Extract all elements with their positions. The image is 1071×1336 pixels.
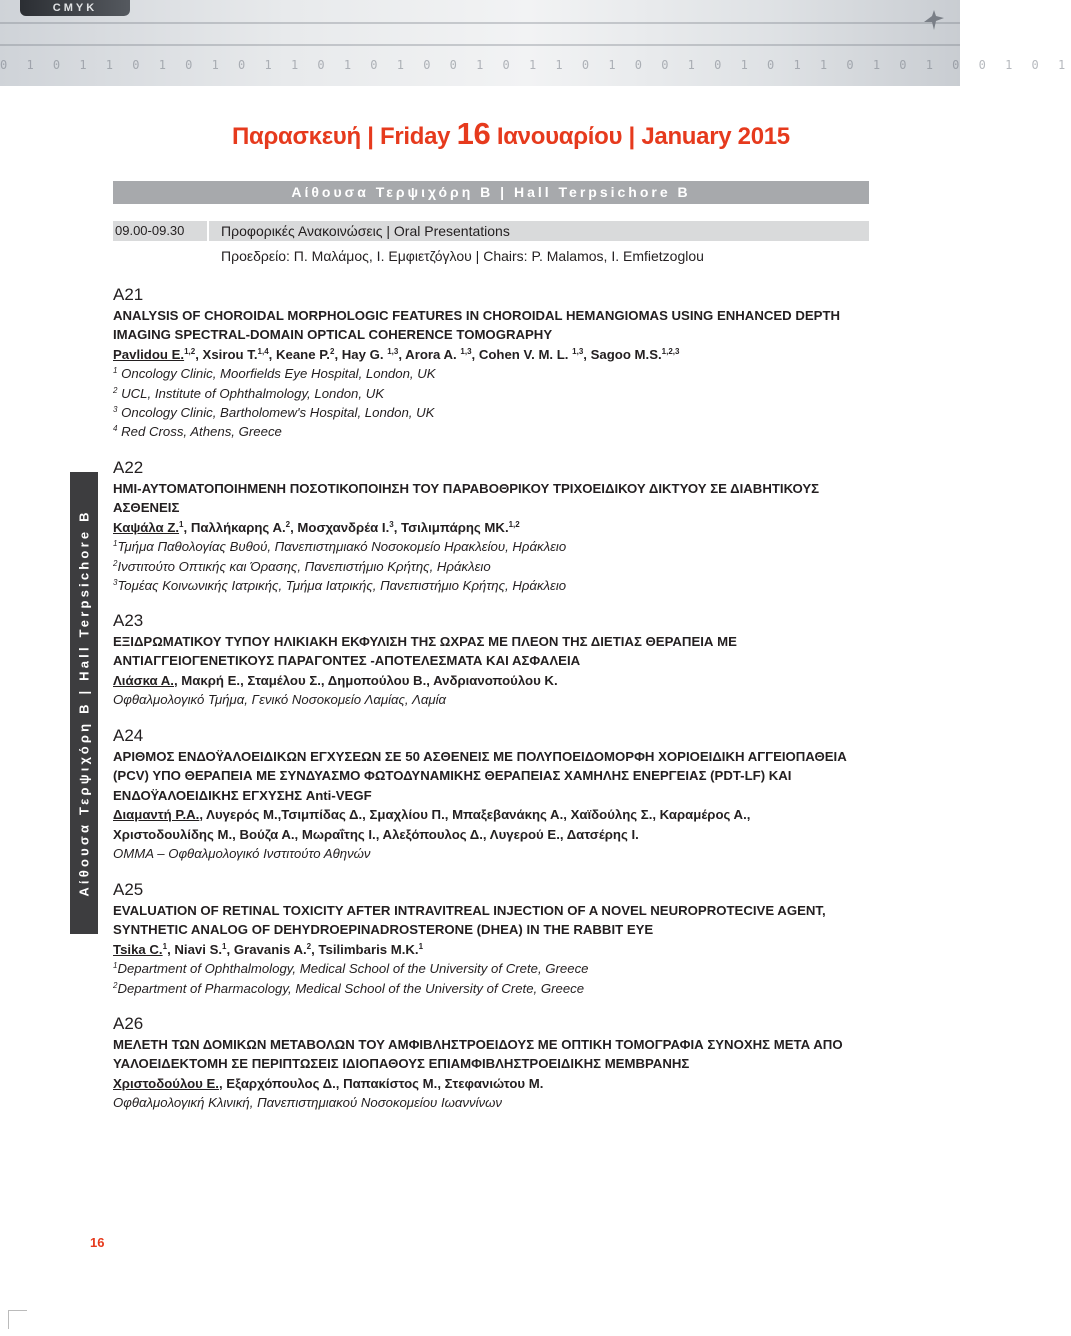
abstract-a26 [113, 1013, 873, 1113]
banner-stripe [0, 44, 960, 46]
aff-text: Τμήμα Παθολογίας Βυθού, Πανεπιστημιακό Νοσοκομείο Ηρακλείου, Ηράκλειο [117, 539, 567, 555]
aff-sup: 3 [113, 405, 118, 415]
abstract-title: ΜΕΛΕΤΗ ΤΩΝ ΔΟΜΙΚΩΝ ΜΕΤΑΒΟΛΩΝ ΤΟΥ ΑΜΦΙΒΛΗΣΤΡΟΕΙΔΟΥΣ ΜΕ ΟΠΤΙΚΗ ΤΟΜΟΓΡΑΦΙΑ ΣΥΝΟΧΗΣ ΜΕΤΑ ΑΠΟ ΥΑΛΟΕΙΔΕΚΤΟΜΗ ΣΕ ΠΕΡΙΠΤΩΣΕΙΣ ΙΔΙΟΠΑΘΟΥΣ ΕΠΙΑΜΦΙΒΛΗΣΤΡΟΕΙΔΙΚΗΣ ΜΕΜΒΡΑΝΗΣ [113, 1037, 843, 1072]
author-sup: 1,2 [184, 346, 196, 356]
abstract-title: ΑΡΙΘΜΟΣ ΕΝΔΟΫΑΛΟΕΙΔΙΚΩΝ ΕΓΧΥΣΕΩΝ ΣΕ 50 ΑΣΘΕΝΕΙΣ ΜΕ ΠΟΛΥΠΟΕΙΔΟΜΟΡΦΗ ΧΟΡΙΟΕΙΔΙΚΗ ΑΓΓΕΙΟΠΑΘΕΙΑ (PCV) ΥΠΟ ΘΕΡΑΠΕΙΑ ΜΕ ΣΥΝΔΥΑΣΜΟ ΦΩΤΟΔΥΝΑΜΙΚΗΣ ΘΕΡΑΠΕΙΑΣ ΧΑΜΗΛΗΣ ΕΝΕΡΓΕΙΑΣ (PDT-LF) ΚΑΙ ΕΝΔΟΫΑΛΟΕΙΔΙΚΗΣ ΕΓΧΥΣΗΣ Anti-VEGF [113, 749, 847, 803]
aff-text: Oncology Clinic, Bartholomew's Hospital, London, UK [117, 405, 435, 421]
chairs-en: Chairs: P. Malamos, I. Emfietzoglou [483, 248, 704, 264]
presenting-author: Χριστοδούλου Ε. [113, 1075, 219, 1091]
author-sup: 2 [306, 941, 312, 951]
abstract-code: A24 [113, 726, 144, 745]
abstract-authors [113, 671, 873, 690]
session-title: Προφορικές Ανακοινώσεις | Oral Presentations [209, 221, 869, 241]
abstract-code: A22 [113, 458, 144, 477]
affiliation [113, 364, 873, 383]
author-name: , Keane P. [268, 346, 330, 362]
side-hall-text: Αίθουσα Τερψιχόρη Β | Hall Terpsichore B [76, 509, 92, 897]
abstract-a22 [113, 457, 873, 595]
affiliation [113, 384, 873, 403]
aff-text: Department of Ophthalmology, Medical School of the University of Crete, Greece [117, 961, 589, 977]
author-names: , Μακρή Ε., Σταμέλου Σ., Δημοπούλου Β., Ανδριανοπούλου Κ. [173, 672, 558, 688]
affiliation: ΟΜΜΑ – Οφθαλμολογικό Ινστιτούτο Αθηνών [113, 846, 371, 862]
author-name: , Tsilimbaris M.K. [311, 941, 419, 957]
abstract-authors [113, 940, 873, 959]
author-name: , Hay G. [334, 346, 388, 362]
header-banner [0, 0, 1071, 86]
aff-text: Oncology Clinic, Moorfields Eye Hospital, London, UK [117, 366, 436, 382]
affiliation [113, 576, 873, 595]
author-sup: 1,3 [572, 346, 584, 356]
aff-text: Red Cross, Athens, Greece [117, 424, 282, 440]
date-number: 16 [456, 116, 491, 151]
day-en: Friday [379, 123, 451, 150]
abstract-code: A25 [113, 880, 144, 899]
presenting-author: Καψάλα Ζ. [113, 519, 180, 535]
author-sup: 1,2 [508, 519, 520, 529]
abstract-code: A26 [113, 1014, 144, 1033]
aff-sup: 3 [113, 578, 118, 588]
author-sup: 1 [222, 941, 227, 951]
abstract-a25 [113, 879, 873, 998]
author-name: , Niavi S. [167, 941, 223, 957]
presenting-author: Pavlidou E. [113, 346, 185, 362]
author-sup: 2 [329, 346, 335, 356]
author-sup: 1,3 [460, 346, 472, 356]
aff-sup: 4 [113, 424, 118, 434]
abstract-title: EVALUATION OF RETINAL TOXICITY AFTER INTRAVITREAL INJECTION OF A NOVEL NEUROPROTECIVE AGENT, SYNTHETIC ANALOG OF DEHYDROEPINADROSTERONE (DHEA) IN THE RABBIT EYE [113, 903, 826, 938]
author-sup: 2 [285, 519, 291, 529]
hall-title-bar: Αίθουσα Τερψιχόρη Β | Hall Terpsichore B [113, 181, 869, 204]
abstract-authors [113, 805, 873, 824]
author-sup: 1 [179, 519, 184, 529]
affiliation: Οφθαλμολογικό Τμήμα, Γενικό Νοσοκομείο Λαμίας, Λαμία [113, 692, 447, 708]
author-name: , Μοσχανδρέα Ι. [290, 519, 390, 535]
affiliation [113, 557, 873, 576]
aff-text: Τομέας Κοινωνικής Ιατρικής, Τμήμα Ιατρικής, Πανεπιστήμιο Κρήτης, Ηράκλειο [117, 578, 567, 594]
author-name: , Τσιλιμπάρης ΜΚ. [393, 519, 509, 535]
bird-logo-icon [922, 8, 946, 32]
banner-binary-digits: 0 1 0 1 1 0 1 0 1 0 1 1 0 1 0 1 0 0 1 0 1 1 0 1 0 0 1 0 1 0 1 1 0 1 0 1 0 0 1 0 1 [0, 58, 1071, 72]
author-names: , Λυγερός Μ.,Τσιμπίδας Δ., Σμαχλίου Π., Μπαξεβανάκης Α., Χαϊδούλης Σ., Καραμέρος Α., [199, 807, 751, 823]
abstract-authors-line2: Χριστοδουλίδης Μ., Βούζα Α., Μωραΐτης Ι., Αλεξόπουλος Δ., Λυγερού Ε., Δατσέρης Ι. [113, 826, 639, 842]
abstract-title: ΕΞΙΔΡΩΜΑΤΙΚΟΥ ΤΥΠΟΥ ΗΛΙΚΙΑΚΗ ΕΚΦΥΛΙΣΗ ΤΗΣ ΩΧΡΑΣ ΜΕ ΠΛΕΟΝ ΤΗΣ ΔΙΕΤΙΑΣ ΘΕΡΑΠΕΙΑ ΜΕ ΑΝΤΙΑΓΓΕΙΟΓΕΝΕΤΙΚΟΥΣ ΠΑΡΑΓΟΝΤΕΣ -ΑΠΟΤΕΛΕΣΜΑΤΑ ΚΑΙ ΑΣΦΑΛΕΙΑ [113, 634, 737, 669]
author-sup: 3 [389, 519, 394, 529]
author-sup: 1,2,3 [661, 346, 680, 356]
author-sup: 1,4 [257, 346, 269, 356]
abstract-a23 [113, 610, 873, 710]
abstract-a24 [113, 725, 873, 863]
aff-sup: 1 [113, 539, 118, 549]
aff-text: Ινστιτούτο Οπτικής και Όρασης, Πανεπιστήμιο Κρήτης, Ηράκλειο [117, 558, 491, 574]
affiliation [113, 403, 873, 422]
presenting-author: Λιάσκα Α. [113, 672, 174, 688]
affiliation [113, 422, 873, 441]
author-sup: 1 [162, 941, 168, 951]
aff-sup: 2 [113, 980, 118, 990]
aff-sup: 1 [113, 961, 118, 971]
side-hall-label [70, 472, 98, 934]
crop-mark [8, 1310, 27, 1329]
title-separator: | [628, 123, 635, 150]
abstract-authors [113, 1074, 873, 1093]
session-chairs [221, 248, 704, 264]
abstract-authors [113, 345, 873, 364]
session-time: 09.00-09.30 [113, 221, 207, 241]
logo: CMYK [20, 0, 130, 16]
day-title [232, 116, 790, 152]
affiliation [113, 537, 873, 556]
author-name: , Arora A. [398, 346, 461, 362]
presenting-author: Tsika C. [113, 941, 163, 957]
aff-text: UCL, Institute of Ophthalmology, London, UK [117, 385, 385, 401]
abstract-authors [113, 518, 873, 537]
page-number: 16 [90, 1235, 105, 1250]
affiliation: Οφθαλμολογική Κλινική, Πανεπιστημιακού Νοσοκομείου Ιωαννίνων [113, 1095, 503, 1111]
author-name: , Παλλήκαρης Α. [183, 519, 286, 535]
aff-sup: 1 [113, 366, 118, 376]
title-separator: | [367, 123, 374, 150]
abstract-title: ΗΜΙ-ΑΥΤΟΜΑΤΟΠΟΙΗΜΕΝΗ ΠΟΣΟΤΙΚΟΠΟΙΗΣΗ ΤΟΥ ΠΑΡΑΒΟΘΡΙΚΟΥ ΤΡΙΧΟΕΙΔΙΚΟΥ ΔΙΚΤΥΟΥ ΣΕ ΔΙΑΒΗΤΙΚΟΥΣ ΑΣΘΕΝΕΙΣ [113, 481, 820, 516]
abstract-code: A23 [113, 611, 144, 630]
chairs-gr: Προεδρείο: Π. Μαλάμος, Ι. Εμφιετζόγλου [221, 248, 472, 264]
abstract-title: ANALYSIS OF CHOROIDAL MORPHOLOGIC FEATURES IN CHOROIDAL HEMANGIOMAS USING ENHANCED DEPTH IMAGING SPECTRAL-DOMAIN OPTICAL COHERENCE TOMOGRAPHY [113, 308, 841, 343]
author-sup: 1 [418, 941, 424, 951]
author-name: , Cohen V. M. L. [471, 346, 573, 362]
abstract-code: A21 [113, 285, 144, 304]
chairs-separator: | [475, 248, 480, 264]
aff-sup: 2 [113, 558, 118, 568]
aff-sup: 2 [113, 385, 118, 395]
author-name: , Gravanis A. [226, 941, 307, 957]
affiliation [113, 979, 873, 998]
author-sup: 1,3 [387, 346, 399, 356]
author-names: , Εξαρχόπουλος Δ., Παπακίστος Μ., Στεφανιώτου Μ. [218, 1075, 544, 1091]
banner-stripe [0, 22, 960, 24]
author-name: , Xsirou T. [195, 346, 258, 362]
month-gr: Ιανουαρίου [496, 123, 623, 150]
author-name: , Sagoo M.S. [583, 346, 662, 362]
presenting-author: Διαμαντή Ρ.Α. [113, 807, 200, 823]
aff-text: Department of Pharmacology, Medical School of the University of Crete, Greece [117, 980, 585, 996]
abstract-a21 [113, 284, 873, 442]
day-gr: Παρασκευή [232, 123, 361, 150]
affiliation [113, 959, 873, 978]
month-en: January 2015 [641, 123, 790, 150]
